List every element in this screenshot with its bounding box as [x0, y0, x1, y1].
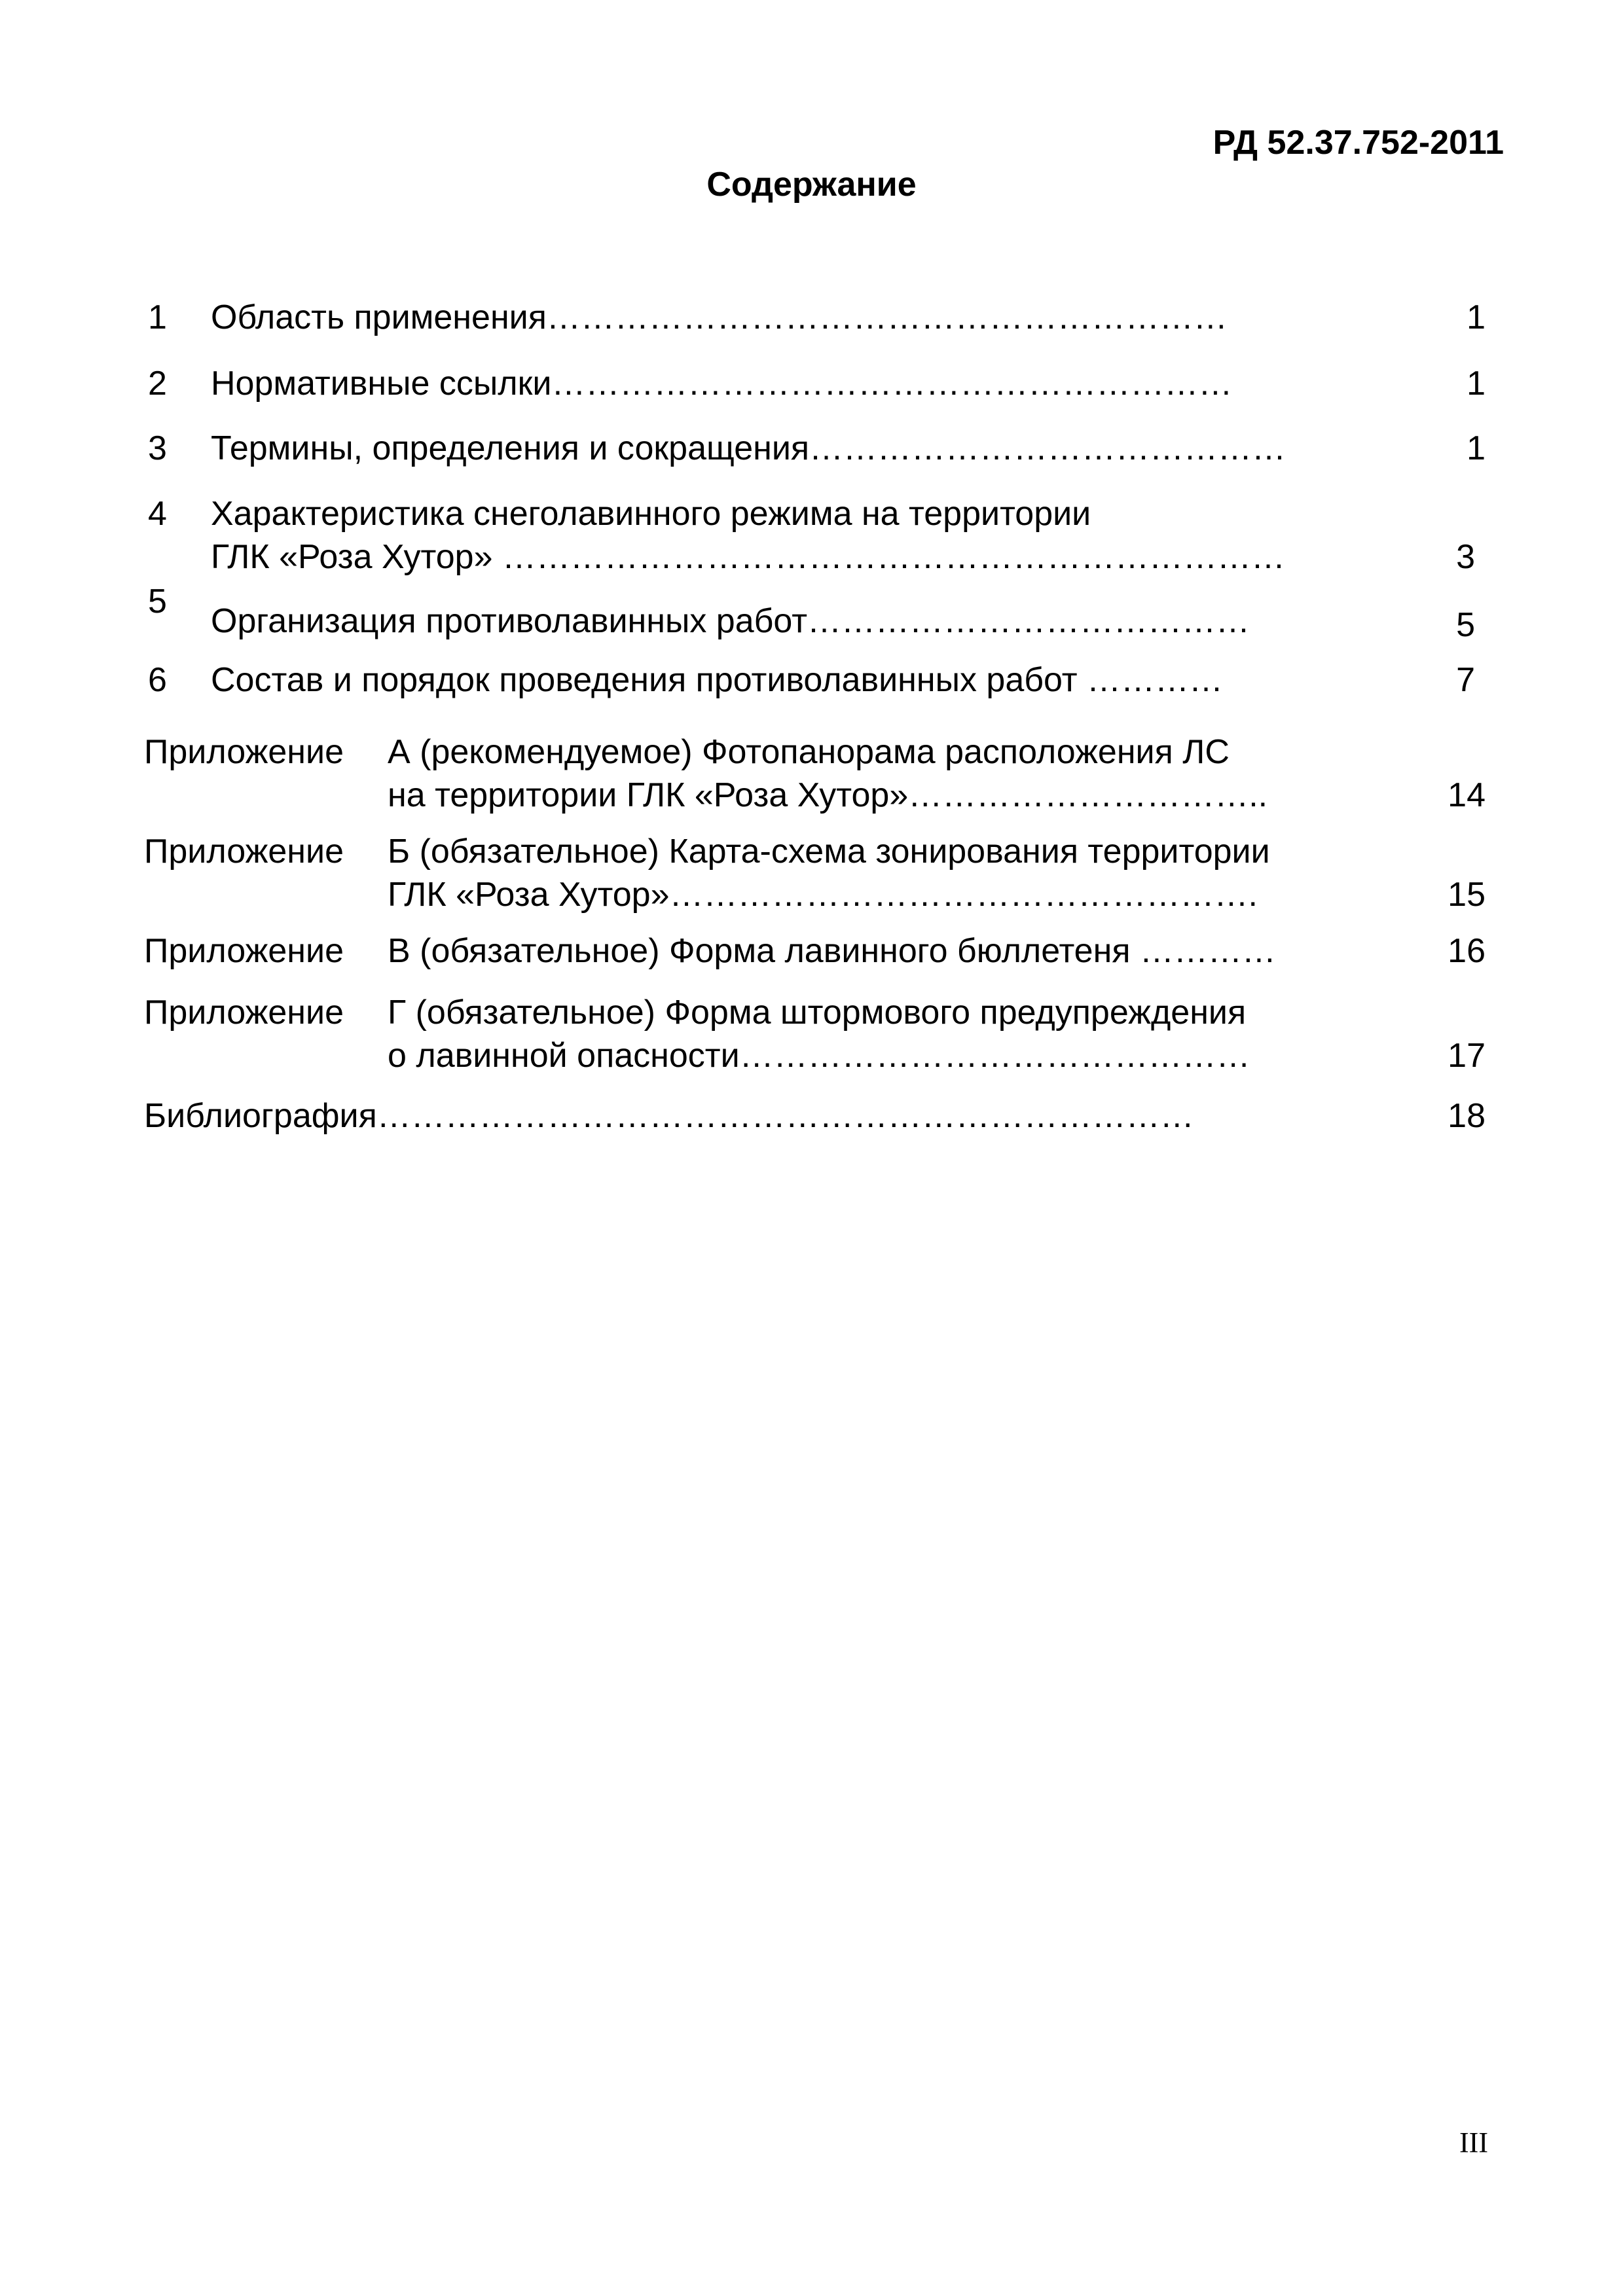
appendix-title: Б (обязательное) Карта-схема зонирования территории — [388, 833, 1270, 870]
toc-entry[interactable] — [0, 658, 1623, 704]
toc-entry-page: 1 — [1467, 429, 1486, 467]
appendix-title: В (обязательное) Форма лавинного бюллетеня ………… — [388, 932, 1276, 970]
toc-entry[interactable] — [0, 427, 1623, 473]
toc-entry-page: 1 — [1467, 365, 1486, 403]
toc-entry-page: 3 — [1456, 538, 1475, 576]
appendix-page: 15 — [1448, 876, 1486, 914]
appendix-label: Приложение — [144, 994, 344, 1031]
bibliography-page: 18 — [1448, 1097, 1486, 1135]
toc-title: Содержание — [706, 166, 917, 204]
toc-entry-number: 4 — [148, 495, 167, 533]
toc-entry-title: Организация противолавинных работ………………………………… — [211, 602, 1250, 640]
bibliography-title: Библиография……………………………………………………………… — [144, 1097, 1194, 1135]
toc-entry-title: Область применения…………………………………………………… — [211, 298, 1228, 336]
toc-entry-number: 6 — [148, 661, 167, 699]
toc-entry-page: 1 — [1467, 298, 1486, 336]
toc-entry-title-cont: ГЛК «Роза Хутор» …………………………………………………………… — [211, 538, 1285, 576]
toc-entry-number: 2 — [148, 365, 167, 403]
toc-entry-page: 7 — [1456, 661, 1475, 699]
toc-entry[interactable] — [0, 492, 1623, 581]
toc-bibliography[interactable] — [0, 1094, 1623, 1140]
toc-entry-title: Нормативные ссылки…………………………………………………… — [211, 365, 1233, 403]
appendix-label: Приложение — [144, 932, 344, 970]
appendix-page: 17 — [1448, 1037, 1486, 1075]
page-number: III — [1459, 2126, 1488, 2159]
toc-appendix[interactable] — [0, 730, 1623, 819]
toc-appendix[interactable] — [0, 991, 1623, 1080]
appendix-page: 16 — [1448, 932, 1486, 970]
appendix-title-cont: о лавинной опасности……………………………………… — [388, 1037, 1250, 1075]
appendix-title-cont: ГЛК «Роза Хутор»……………………………………………. — [388, 876, 1258, 914]
toc-entry-page: 5 — [1456, 606, 1475, 644]
toc-entry[interactable] — [0, 580, 1623, 652]
toc-appendix[interactable] — [0, 830, 1623, 919]
toc-entry[interactable] — [0, 296, 1623, 342]
toc-entry-number: 3 — [148, 429, 167, 467]
toc-entry-number: 1 — [148, 298, 167, 336]
toc-entry-number: 5 — [148, 583, 167, 620]
toc-entry-title: Характеристика снеголавинного режима на территории — [211, 495, 1091, 533]
appendix-label: Приложение — [144, 833, 344, 870]
toc-entry-title: Состав и порядок проведения противолавинных работ ………… — [211, 661, 1224, 699]
toc-entry[interactable] — [0, 362, 1623, 408]
toc-appendix[interactable] — [0, 929, 1623, 975]
appendix-title: Г (обязательное) Форма штормового предупреждения — [388, 994, 1247, 1031]
doc-code: РД 52.37.752-2011 — [1213, 124, 1504, 162]
appendix-title: А (рекомендуемое) Фотопанорама расположения ЛС — [388, 733, 1230, 771]
appendix-page: 14 — [1448, 776, 1486, 814]
appendix-title-cont: на территории ГЛК «Роза Хутор»………………………….. — [388, 776, 1268, 814]
appendix-label: Приложение — [144, 733, 344, 771]
toc-entry-title: Термины, определения и сокращения…………………………………… — [211, 429, 1286, 467]
